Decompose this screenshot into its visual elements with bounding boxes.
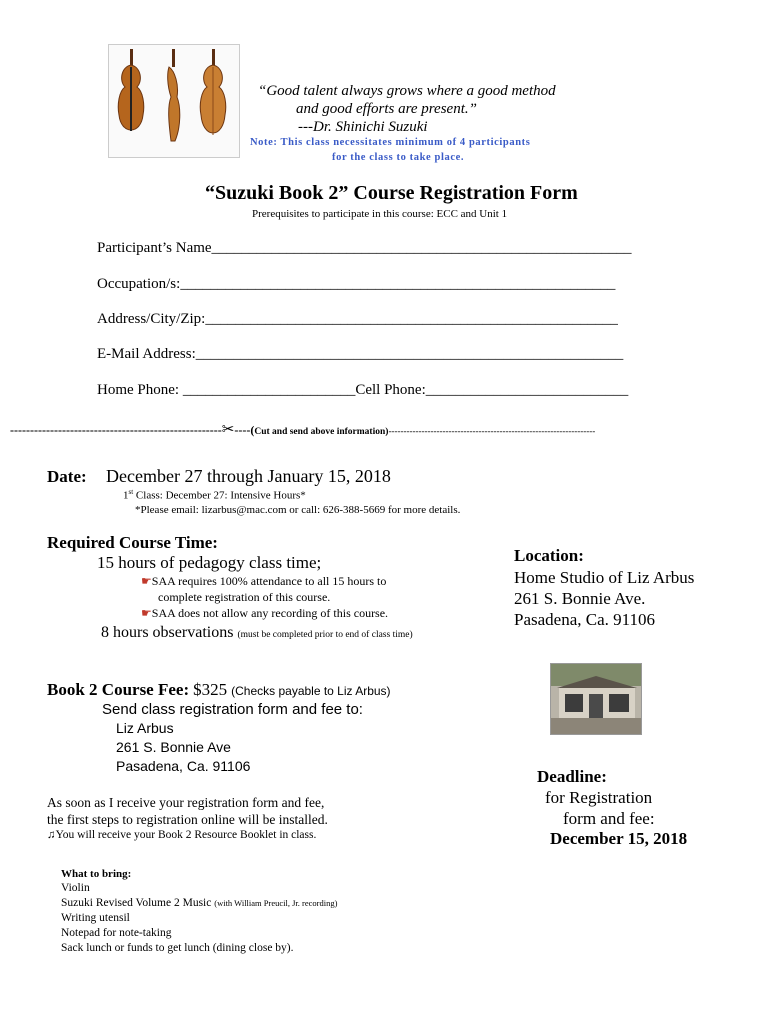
participant-name-field[interactable]: Participant’s Name________________________________________________________ — [97, 240, 632, 256]
observations: 8 hours observations (must be completed prior to end of class time) — [101, 624, 413, 641]
bring-item-4: Notepad for note-taking — [61, 927, 172, 939]
bring-item-1: Violin — [61, 882, 90, 894]
location-line-3: Pasadena, Ca. 91106 — [514, 610, 656, 629]
steps-line-3: ♫You will receive your Book 2 Resource Booklet in class. — [47, 829, 317, 841]
cut-dashes-right: --------------------------------------------------------------------- — [388, 426, 596, 436]
date-value: December 27 through January 15, 2018 — [106, 466, 391, 486]
contact-info: *Please email: lizarbus@mac.com or call: 626-388-5669 for more details. — [135, 504, 461, 516]
location-heading: Location: — [514, 546, 584, 565]
send-instructions: Send class registration form and fee to: — [102, 701, 363, 718]
quote-line-2: and good efforts are present.” — [296, 101, 477, 117]
first-class: 1st Class: December 27: Intensive Hours* — [123, 488, 306, 502]
violin-image — [108, 44, 240, 158]
pedagogy-hours: 15 hours of pedagogy class time; — [97, 553, 322, 572]
mail-addr-1: Liz Arbus — [116, 720, 174, 736]
pointing-hand-icon: ☛ — [141, 606, 152, 620]
date-label: Date: — [47, 467, 87, 486]
required-heading: Required Course Time: — [47, 533, 218, 552]
steps-line-1: As soon as I receive your registration form and fee, — [47, 795, 325, 810]
fee-line — [47, 680, 391, 700]
occupation-field[interactable]: Occupation/s:__________________________________________________________ — [97, 276, 616, 292]
mail-addr-2: 261 S. Bonnie Ave — [116, 739, 231, 755]
mail-addr-3: Pasadena, Ca. 91106 — [116, 758, 251, 774]
address-field[interactable]: Address/City/Zip:_______________________________________________________ — [97, 311, 618, 327]
steps-line-2: the first steps to registration online will be installed. — [47, 812, 328, 827]
cut-label: Cut and send above information) — [254, 427, 389, 437]
bullet-attendance: ☛SAA requires 100% attendance to all 15 hours to — [141, 574, 387, 588]
fee-label: Book 2 Course Fee: — [47, 680, 190, 699]
location-line-2: 261 S. Bonnie Ave. — [514, 589, 646, 608]
deadline-line-2: form and fee: — [563, 809, 655, 828]
fee-payable: (Checks payable to Liz Arbus) — [231, 684, 391, 698]
music-note-icon: ♫ — [47, 829, 56, 841]
prerequisites: Prerequisites to participate in this course: ECC and Unit 1 — [252, 208, 508, 220]
scissors-icon: ✂ — [221, 422, 235, 438]
phone-field[interactable]: Home Phone: _______________________Cell Phone:___________________________ — [97, 382, 629, 398]
quote-author: ---Dr. Shinichi Suzuki — [298, 119, 428, 135]
cut-dashes-left: ----------------------------------------------------- — [10, 423, 222, 437]
bullet-attendance-cont: complete registration of this course. — [158, 590, 331, 604]
email-field[interactable]: E-Mail Address:_________________________________________________________ — [97, 346, 624, 362]
bring-item-2: Suzuki Revised Volume 2 Music (with William Preucil, Jr. recording) — [61, 897, 338, 909]
bullet-recording: ☛SAA does not allow any recording of this course. — [141, 606, 389, 620]
cut-dashes-mid: ----( — [234, 423, 255, 437]
cut-line — [10, 420, 760, 439]
note-line-1: Note: This class necessitates minimum of 4 participants — [250, 137, 531, 148]
studio-photo — [550, 663, 642, 735]
pointing-hand-icon: ☛ — [141, 574, 152, 588]
quote-line-1: “Good talent always grows where a good method — [258, 83, 556, 99]
deadline-heading: Deadline: — [537, 767, 607, 786]
deadline-line-1: for Registration — [545, 788, 653, 807]
location-line-1: Home Studio of Liz Arbus — [514, 568, 695, 587]
note-line-2: for the class to take place. — [332, 152, 465, 163]
bring-heading: What to bring: — [61, 868, 132, 880]
bring-item-3: Writing utensil — [61, 912, 130, 924]
bring-item-5: Sack lunch or funds to get lunch (dining close by). — [61, 942, 294, 954]
fee-amount: $325 — [193, 680, 228, 699]
deadline-date: December 15, 2018 — [550, 829, 688, 848]
form-title: “Suzuki Book 2” Course Registration Form — [205, 182, 578, 204]
